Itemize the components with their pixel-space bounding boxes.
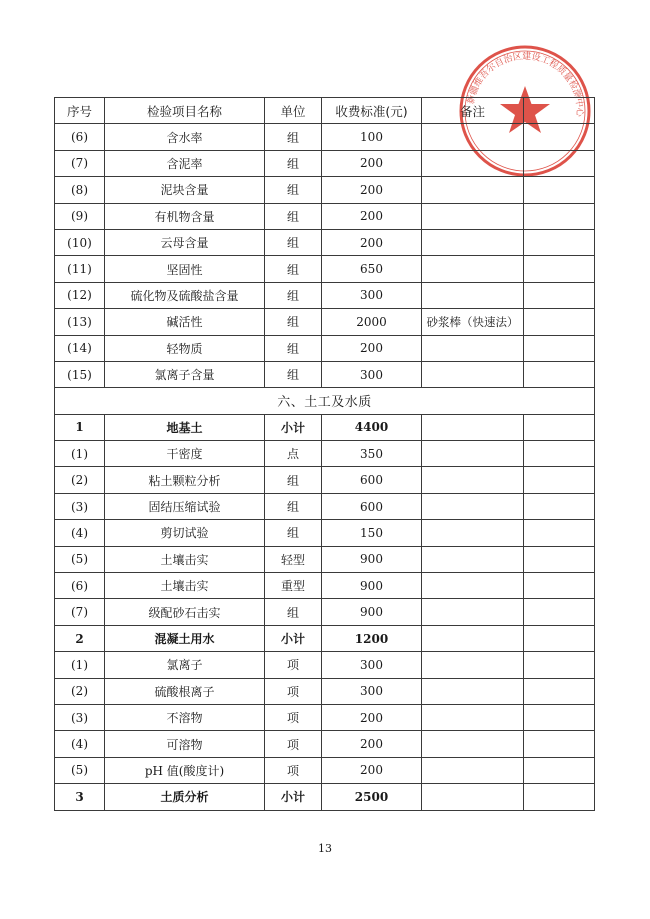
cell-remarks <box>422 467 524 493</box>
cell-item-name: 坚固性 <box>105 256 265 282</box>
section-row <box>55 388 595 414</box>
cell-remarks <box>422 335 524 361</box>
cell-remarks <box>422 757 524 783</box>
cell-serial-number: (13) <box>55 309 105 335</box>
cell-fee: 200 <box>322 731 422 757</box>
cell-item-name: pH 值(酸度计) <box>105 757 265 783</box>
cell-blank <box>524 784 595 810</box>
cell-remarks <box>422 150 524 176</box>
cell-serial-number: (2) <box>55 678 105 704</box>
header-unit: 单位 <box>265 98 322 124</box>
cell-unit: 组 <box>265 493 322 519</box>
cell-fee: 600 <box>322 467 422 493</box>
cell-remarks <box>422 704 524 730</box>
table-row <box>55 256 595 282</box>
cell-unit: 组 <box>265 229 322 255</box>
cell-unit: 小计 <box>265 414 322 440</box>
cell-blank <box>524 678 595 704</box>
cell-serial-number: (12) <box>55 282 105 308</box>
cell-item-name: 含泥率 <box>105 150 265 176</box>
table-row <box>55 467 595 493</box>
cell-item-name: 可溶物 <box>105 731 265 757</box>
table-row <box>55 309 595 335</box>
table-row <box>55 599 595 625</box>
cell-fee: 300 <box>322 678 422 704</box>
cell-remarks <box>422 124 524 150</box>
cell-remarks <box>422 573 524 599</box>
cell-unit: 组 <box>265 467 322 493</box>
cell-serial-number: (14) <box>55 335 105 361</box>
cell-fee: 650 <box>322 256 422 282</box>
cell-serial-number: (4) <box>55 520 105 546</box>
header-item-name: 检验项目名称 <box>105 98 265 124</box>
subtotal-row <box>55 625 595 651</box>
section-title: 六、土工及水质 <box>55 388 595 414</box>
cell-item-name: 氯离子 <box>105 652 265 678</box>
cell-unit: 组 <box>265 361 322 387</box>
cell-blank <box>524 599 595 625</box>
cell-blank <box>524 335 595 361</box>
table-row <box>55 124 595 150</box>
page-number: 13 <box>318 842 332 855</box>
cell-item-name: 土壤击实 <box>105 573 265 599</box>
cell-item-name: 碱活性 <box>105 309 265 335</box>
subtotal-row <box>55 414 595 440</box>
cell-item-name: 土壤击实 <box>105 546 265 572</box>
cell-blank <box>524 625 595 651</box>
cell-unit: 轻型 <box>265 546 322 572</box>
cell-fee: 300 <box>322 282 422 308</box>
cell-serial-number: (4) <box>55 731 105 757</box>
cell-serial-number: (10) <box>55 229 105 255</box>
cell-fee: 900 <box>322 546 422 572</box>
cell-serial-number: (3) <box>55 493 105 519</box>
cell-blank <box>524 177 595 203</box>
cell-fee: 300 <box>322 361 422 387</box>
cell-fee: 300 <box>322 652 422 678</box>
cell-item-name: 固结压缩试验 <box>105 493 265 519</box>
table-row <box>55 335 595 361</box>
cell-unit: 项 <box>265 731 322 757</box>
header-serial-number: 序号 <box>55 98 105 124</box>
table-row <box>55 652 595 678</box>
table-row <box>55 203 595 229</box>
cell-blank <box>524 520 595 546</box>
table-row <box>55 150 595 176</box>
cell-fee: 200 <box>322 335 422 361</box>
cell-remarks <box>422 203 524 229</box>
cell-item-name: 剪切试验 <box>105 520 265 546</box>
table-row <box>55 441 595 467</box>
cell-item-name: 轻物质 <box>105 335 265 361</box>
cell-unit: 组 <box>265 335 322 361</box>
cell-serial-number: (5) <box>55 546 105 572</box>
cell-unit: 小计 <box>265 784 322 810</box>
cell-serial-number: (9) <box>55 203 105 229</box>
cell-item-name: 粘土颗粒分析 <box>105 467 265 493</box>
table-row <box>55 546 595 572</box>
cell-unit: 重型 <box>265 573 322 599</box>
cell-unit: 项 <box>265 757 322 783</box>
table-row <box>55 229 595 255</box>
cell-fee: 2000 <box>322 309 422 335</box>
header-fee-standard: 收费标准(元) <box>322 98 422 124</box>
cell-remarks <box>422 177 524 203</box>
cell-remarks <box>422 731 524 757</box>
cell-remarks <box>422 652 524 678</box>
cell-serial-number: (2) <box>55 467 105 493</box>
table-row <box>55 757 595 783</box>
cell-remarks <box>422 282 524 308</box>
cell-serial-number: 3 <box>55 784 105 810</box>
cell-unit: 项 <box>265 652 322 678</box>
cell-unit: 组 <box>265 150 322 176</box>
table-row <box>55 520 595 546</box>
cell-blank <box>524 282 595 308</box>
cell-item-name: 级配砂石击实 <box>105 599 265 625</box>
cell-item-name: 泥块含量 <box>105 177 265 203</box>
cell-fee: 900 <box>322 573 422 599</box>
cell-fee: 150 <box>322 520 422 546</box>
cell-remarks <box>422 784 524 810</box>
cell-unit: 组 <box>265 282 322 308</box>
cell-unit: 小计 <box>265 625 322 651</box>
cell-serial-number: (6) <box>55 124 105 150</box>
cell-serial-number: (15) <box>55 361 105 387</box>
cell-item-name: 有机物含量 <box>105 203 265 229</box>
cell-fee: 200 <box>322 177 422 203</box>
cell-blank <box>524 309 595 335</box>
cell-item-name: 含水率 <box>105 124 265 150</box>
table-row <box>55 282 595 308</box>
cell-serial-number: (3) <box>55 704 105 730</box>
cell-remarks <box>422 361 524 387</box>
cell-item-name: 硫酸根离子 <box>105 678 265 704</box>
cell-item-name: 土质分析 <box>105 784 265 810</box>
table-row <box>55 361 595 387</box>
cell-item-name: 地基土 <box>105 414 265 440</box>
cell-unit: 组 <box>265 520 322 546</box>
table-row <box>55 731 595 757</box>
cell-serial-number: (7) <box>55 599 105 625</box>
cell-remarks <box>422 256 524 282</box>
table-row <box>55 678 595 704</box>
cell-blank <box>524 203 595 229</box>
table-row <box>55 493 595 519</box>
cell-unit: 组 <box>265 177 322 203</box>
cell-fee: 4400 <box>322 414 422 440</box>
cell-unit: 组 <box>265 203 322 229</box>
cell-fee: 1200 <box>322 625 422 651</box>
cell-fee: 900 <box>322 599 422 625</box>
cell-unit: 组 <box>265 309 322 335</box>
cell-fee: 200 <box>322 203 422 229</box>
subtotal-row <box>55 784 595 810</box>
cell-remarks <box>422 493 524 519</box>
cell-remarks <box>422 599 524 625</box>
cell-remarks <box>422 678 524 704</box>
cell-blank <box>524 150 595 176</box>
cell-blank <box>524 361 595 387</box>
cell-serial-number: (7) <box>55 150 105 176</box>
cell-blank <box>524 757 595 783</box>
cell-serial-number: (1) <box>55 652 105 678</box>
cell-fee: 200 <box>322 229 422 255</box>
cell-blank <box>524 124 595 150</box>
fee-table <box>54 97 595 811</box>
cell-blank <box>524 573 595 599</box>
cell-blank <box>524 493 595 519</box>
cell-item-name: 云母含量 <box>105 229 265 255</box>
table-row <box>55 573 595 599</box>
cell-unit: 点 <box>265 441 322 467</box>
cell-item-name: 混凝土用水 <box>105 625 265 651</box>
cell-unit: 项 <box>265 678 322 704</box>
cell-fee: 100 <box>322 124 422 150</box>
cell-unit: 组 <box>265 256 322 282</box>
cell-blank <box>524 467 595 493</box>
cell-blank <box>524 414 595 440</box>
cell-fee: 200 <box>322 704 422 730</box>
cell-blank <box>524 704 595 730</box>
cell-serial-number: (5) <box>55 757 105 783</box>
table-row <box>55 177 595 203</box>
cell-unit: 组 <box>265 124 322 150</box>
cell-item-name: 氯离子含量 <box>105 361 265 387</box>
cell-remarks <box>422 441 524 467</box>
table-header-row <box>55 98 595 124</box>
cell-blank <box>524 546 595 572</box>
cell-item-name: 硫化物及硫酸盐含量 <box>105 282 265 308</box>
cell-fee: 600 <box>322 493 422 519</box>
cell-serial-number: (11) <box>55 256 105 282</box>
table-body <box>55 124 595 810</box>
cell-fee: 200 <box>322 150 422 176</box>
cell-fee: 2500 <box>322 784 422 810</box>
cell-serial-number: (1) <box>55 441 105 467</box>
cell-serial-number: 2 <box>55 625 105 651</box>
header-blank <box>524 98 595 124</box>
cell-blank <box>524 731 595 757</box>
cell-remarks <box>422 520 524 546</box>
cell-serial-number: (6) <box>55 573 105 599</box>
cell-remarks <box>422 229 524 255</box>
seal-text: 新疆维吾尔自治区建设工程质量检测中心 <box>466 51 585 117</box>
cell-remarks: 砂浆棒（快速法） <box>422 309 524 335</box>
cell-fee: 200 <box>322 757 422 783</box>
cell-blank <box>524 652 595 678</box>
header-remarks: 备注 <box>422 98 524 124</box>
cell-remarks <box>422 625 524 651</box>
cell-remarks <box>422 414 524 440</box>
cell-blank <box>524 441 595 467</box>
cell-fee: 350 <box>322 441 422 467</box>
cell-serial-number: (8) <box>55 177 105 203</box>
cell-item-name: 干密度 <box>105 441 265 467</box>
cell-blank <box>524 256 595 282</box>
cell-unit: 项 <box>265 704 322 730</box>
cell-serial-number: 1 <box>55 414 105 440</box>
cell-blank <box>524 229 595 255</box>
table-row <box>55 704 595 730</box>
cell-unit: 组 <box>265 599 322 625</box>
cell-item-name: 不溶物 <box>105 704 265 730</box>
cell-remarks <box>422 546 524 572</box>
